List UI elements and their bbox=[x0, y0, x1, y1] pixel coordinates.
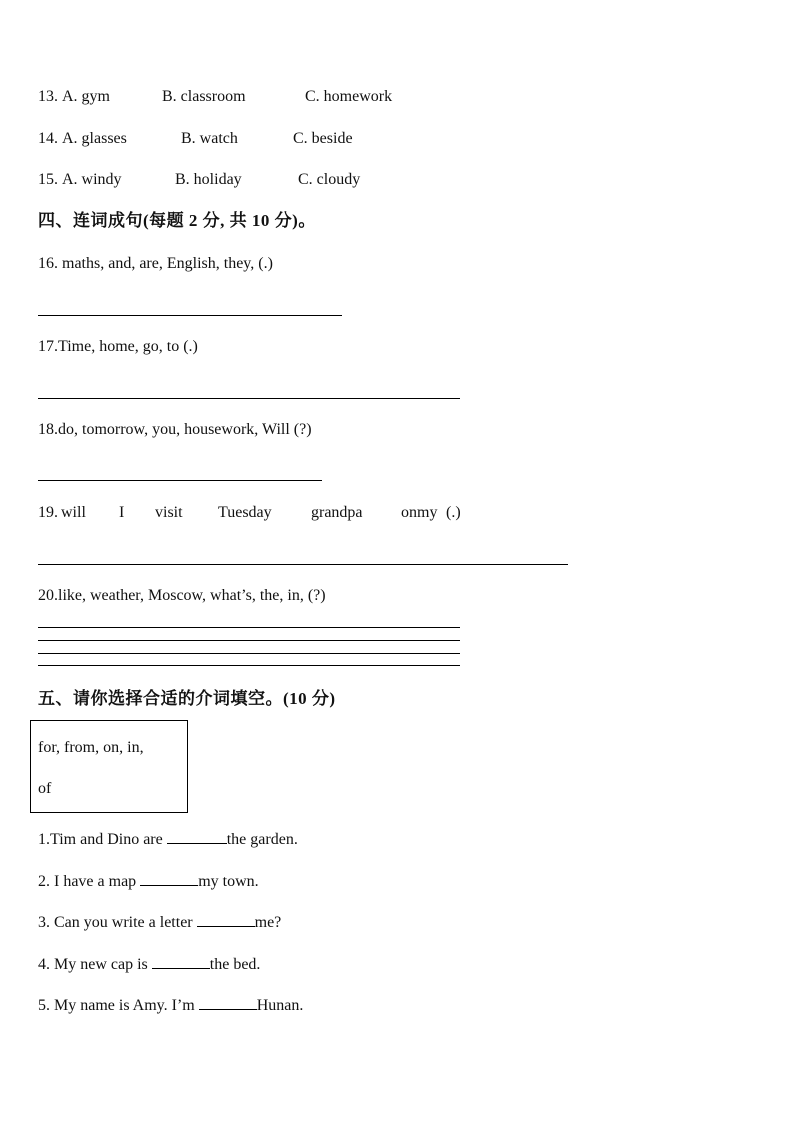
fill-blank[interactable] bbox=[197, 910, 255, 927]
scrambled-word: Tuesday bbox=[218, 504, 272, 521]
fill-blank[interactable] bbox=[199, 993, 257, 1010]
fill-item-text: 1.Tim and Dino are bbox=[38, 831, 167, 848]
question-20: 20.like, weather, Moscow, what’s, the, in, (?) bbox=[38, 587, 326, 604]
fill-item-4 bbox=[38, 952, 260, 975]
fill-item-5 bbox=[38, 993, 303, 1016]
scrambled-word: grandpa bbox=[311, 504, 363, 521]
answer-line[interactable] bbox=[38, 315, 342, 316]
question-number: 15. bbox=[38, 171, 58, 188]
question-17: 17.Time, home, go, to (.) bbox=[38, 338, 198, 355]
option-c: C. beside bbox=[293, 130, 353, 147]
fill-item-text: Hunan. bbox=[256, 997, 304, 1014]
question-number: 19. bbox=[38, 504, 58, 521]
fill-item-1 bbox=[38, 827, 298, 850]
answer-line[interactable] bbox=[38, 640, 460, 641]
question-number: 13. bbox=[38, 88, 58, 105]
word-bank-box bbox=[30, 720, 188, 813]
option-a: A. glasses bbox=[62, 130, 127, 147]
answer-line[interactable] bbox=[38, 564, 568, 565]
option-a: A. windy bbox=[62, 171, 122, 188]
fill-item-2 bbox=[38, 869, 259, 892]
answer-line[interactable] bbox=[38, 480, 322, 481]
fill-item-text: 5. My name is Amy. I’m bbox=[38, 997, 199, 1014]
section-4-heading: 四、连词成句(每题 2 分, 共 10 分)。 bbox=[38, 211, 316, 230]
fill-item-text: me? bbox=[254, 914, 282, 931]
fill-item-text: 4. My new cap is bbox=[38, 956, 152, 973]
fill-item-text: the garden. bbox=[226, 831, 298, 848]
scrambled-word: will bbox=[61, 504, 86, 521]
scrambled-word: (.) bbox=[446, 504, 461, 521]
fill-item-text: 2. I have a map bbox=[38, 873, 141, 890]
scrambled-word: I bbox=[119, 504, 125, 521]
option-c: C. cloudy bbox=[298, 171, 361, 188]
fill-blank[interactable] bbox=[140, 869, 198, 886]
question-16: 16. maths, and, are, English, they, (.) bbox=[38, 255, 273, 272]
word-bank-line-1: for, from, on, in, bbox=[38, 739, 144, 756]
fill-item-text: 3. Can you write a letter bbox=[38, 914, 197, 931]
fill-blank[interactable] bbox=[167, 827, 227, 844]
question-number: 14. bbox=[38, 130, 58, 147]
option-a: A. gym bbox=[62, 88, 110, 105]
scrambled-word: onmy bbox=[401, 504, 438, 521]
option-b: B. watch bbox=[181, 130, 238, 147]
option-b: B. classroom bbox=[162, 88, 246, 105]
answer-line[interactable] bbox=[38, 627, 460, 628]
fill-item-3 bbox=[38, 910, 281, 933]
answer-line[interactable] bbox=[38, 653, 460, 654]
section-5-heading: 五、请你选择合适的介词填空。(10 分) bbox=[38, 689, 336, 708]
question-18: 18.do, tomorrow, you, housework, Will (?) bbox=[38, 421, 312, 438]
option-c: C. homework bbox=[305, 88, 393, 105]
answer-line[interactable] bbox=[38, 398, 460, 399]
fill-item-text: my town. bbox=[198, 873, 259, 890]
fill-item-text: the bed. bbox=[209, 956, 261, 973]
fill-blank[interactable] bbox=[152, 952, 210, 969]
word-bank-line-2: of bbox=[38, 780, 52, 797]
answer-line[interactable] bbox=[38, 665, 460, 666]
scrambled-word: visit bbox=[155, 504, 183, 521]
option-b: B. holiday bbox=[175, 171, 242, 188]
